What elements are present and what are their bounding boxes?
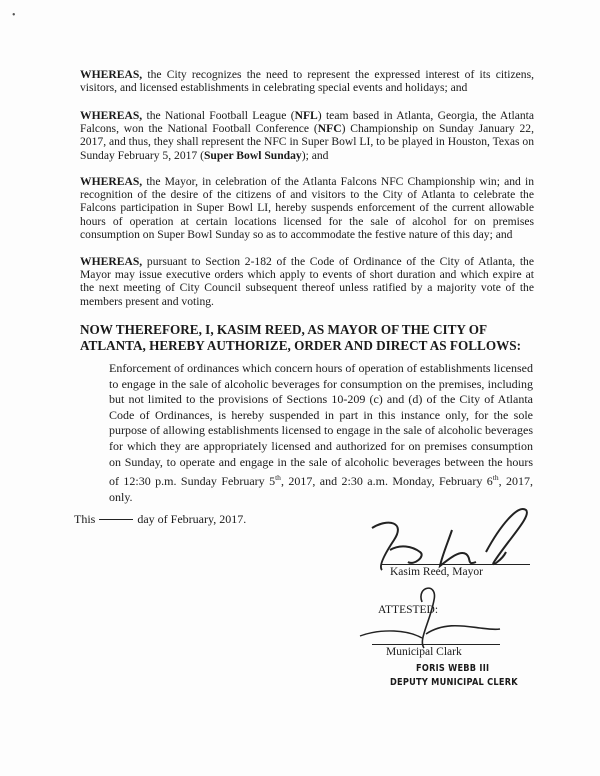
whereas-1-text: the City recognizes the need to represent the expressed interest of its citizens, visitors, and licensed establishments in celebrating special events and holidays; and [80,68,534,95]
whereas-3-text: the Mayor, in celebration of the Atlanta Falcons NFC Championship win; and in recognition of the desire of the citizens of and visitors to the City of Atlanta to celebrate the Falcons participation in Super Bowl LI, hereby suspends enforcement of the current allowable hours of operation at certain locations licensed for the sale of alcohol for on premises consumption on Super Bowl Sunday so as to accommodate the festive nature of this day; and [80,175,534,241]
order-paragraph [109,361,533,505]
stamp-title: DEPUTY MUNICIPAL CLERK [390,677,518,688]
nfc-acronym: NFC [317,122,342,136]
clerk-signature-line [372,644,500,645]
whereas-2-text-a: the National Football League ( [142,109,295,122]
order-text-a: Enforcement of ordinances which concern hours of operation of establishments licensed to engage in the sale of alcoholic beverages for consumption on the premises, including but not limited to the provisions of Sections 10-209 (c) and (d) of the City of Atlanta Code of Ordinances, is hereby suspended in part in this instance only, for the sole purpose of allowing establishments licensed to engage in the sale of alcoholic beverages for which they are appropriately licensed and authorized for on premises consumption on Sunday, to operate and engage in the sale of alcoholic beverages between the hours of 12:30 p.m. Sunday February 5 [109,361,533,489]
whereas-paragraph-4 [80,255,534,308]
dated-rest: day of February, 2017. [137,512,247,526]
order-text-c: , 2017, only. [109,474,534,504]
day-blank [99,519,133,520]
whereas-2-text-d: ); and [301,148,329,162]
whereas-paragraph-1 [80,68,534,94]
now-therefore-heading: NOW THEREFORE, I, KASIM REED, AS MAYOR OF THE CITY OF ATLANTA, HEREBY AUTHORIZE, ORDER AND DIRECT AS FOLLOWS: [80,322,522,353]
attested-label: ATTESTED: [378,604,439,616]
super-bowl-sunday: Super Bowl Sunday [203,148,302,162]
whereas-4-text: pursuant to Section 2-182 of the Code of Ordinance of the City of Atlanta, the Mayor may issue executive orders which apply to events of short duration and which expire at the next meeting of City Council subsequent thereof unless ratified by a majority vote of the members present and voting. [80,255,534,308]
clerk-caption: Municipal Clark [386,646,462,658]
whereas-paragraph-3 [80,175,534,241]
order-sup-1: th [275,473,281,483]
whereas-keyword: WHEREAS, [80,68,143,81]
clerk-signature-graphic [352,582,502,652]
whereas-keyword: WHEREAS, [80,109,143,122]
order-sup-2: th [492,473,499,483]
whereas-2-text-b: ) team based in Atlanta, Georgia, the Atlanta Falcons, won the National Football Conference ( [80,109,535,136]
stamp-name: FORIS WEBB III [416,663,490,674]
mayor-signature-line [382,564,530,565]
dated-this: This [74,512,96,526]
whereas-2-text-c: ) Championship on Sunday January 22, 2017, and thus, they shall represent the NFC in Super Bowl LI, to be played in Houston, Texas on Sunday February 5, 2017 ( [80,122,534,162]
nfl-acronym: NFL [294,109,318,122]
mayor-caption: Kasim Reed, Mayor [390,566,483,578]
whereas-paragraph-2 [80,109,534,162]
dated-line [74,512,246,527]
whereas-keyword: WHEREAS, [80,255,143,268]
top-left-mark: • [12,10,16,21]
whereas-keyword: WHEREAS, [80,175,143,188]
order-text-b: , 2017, and 2:30 a.m. Monday, February 6 [280,474,493,489]
